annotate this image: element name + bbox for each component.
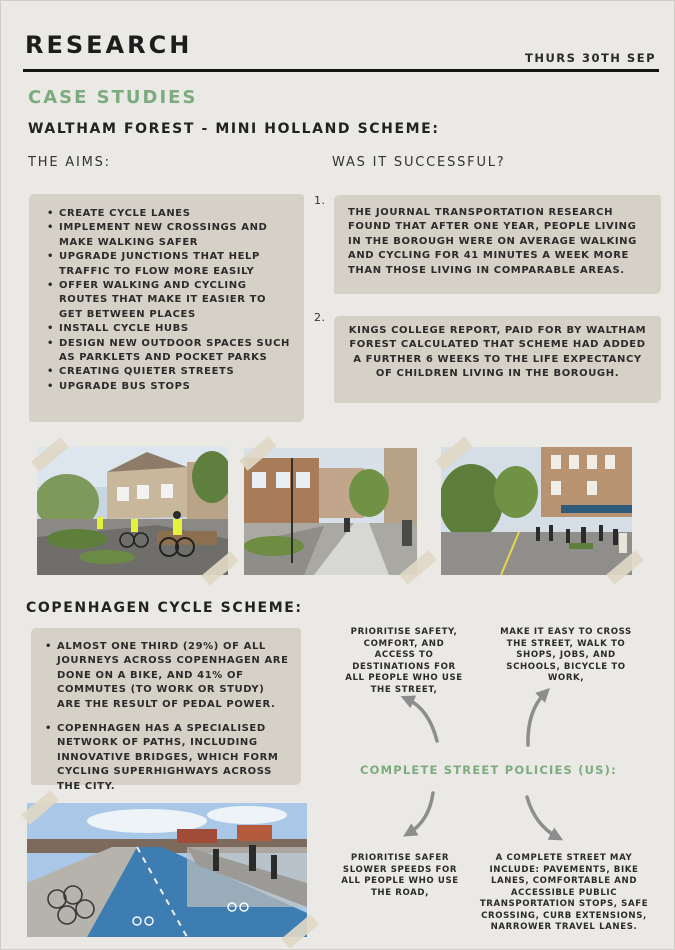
policy-arrows <box>331 681 661 851</box>
list-item: • COPENHAGEN HAS A SPECIALISED NETWORK OF PATHS, INCLUDING INNOVATIVE BRIDGES, WHICH FORM CYCLING SUPERHIGHWAYS ACROSS THE CITY. <box>43 722 291 794</box>
copenhagen-list <box>43 640 291 794</box>
page-title: RESEARCH <box>25 31 193 59</box>
success-panel-2 <box>334 316 661 403</box>
photo-cyclists <box>37 447 228 575</box>
policy-center-heading: COMPLETE STREET POLICIES (US): <box>360 763 617 777</box>
photo-street-lane <box>244 448 417 575</box>
copenhagen-panel <box>31 628 301 792</box>
list-item: • CREATING QUIETER STREETS <box>45 365 292 379</box>
policy-top-right: MAKE IT EASY TO CROSS THE STREET, WALK TO SHOPS, JOBS, AND SCHOOLS, BICYCLE TO WORK, <box>500 627 632 683</box>
success-panel-1 <box>334 195 661 294</box>
header-divider <box>23 69 659 72</box>
list-item: • ALMOST ONE THIRD (29%) OF ALL JOURNEYS ACROSS COPENHAGEN ARE DONE ON A BIKE, AND 41% OF COMMUTES (TO WORK OR STUDY) ARE THE RESULT OF PEDAL POWER. <box>43 640 291 712</box>
section-heading: CASE STUDIES <box>28 87 198 108</box>
list-item: • UPGRADE BUS STOPS <box>45 380 292 394</box>
arrow-icon <box>407 699 437 741</box>
list-item: • UPGRADE JUNCTIONS THAT HELP TRAFFIC TO FLOW MORE EASILY <box>45 250 292 279</box>
list-item: • CREATE CYCLE LANES <box>45 207 292 221</box>
arrow-icon <box>409 793 433 833</box>
success-number-1: 1. <box>314 194 326 207</box>
success-text-1: THE JOURNAL TRANSPORTATION RESEARCH FOUND THAT AFTER ONE YEAR, PEOPLE LIVING IN THE BOROUGH WERE ON AVERAGE WALKING AND CYCLING FOR 41 MINUTES A WEEK MORE THAN THOSE LIVING IN COMPARABLE AREAS. <box>348 207 637 276</box>
success-heading: WAS IT SUCCESSFUL? <box>332 155 506 170</box>
list-item: • DESIGN NEW OUTDOOR SPACES SUCH AS PARKLETS AND POCKET PARKS <box>45 337 292 366</box>
arrow-icon <box>528 693 545 745</box>
policy-bottom-left: PRIORITISE SAFER SLOWER SPEEDS FOR ALL PEOPLE WHO USE THE ROAD, <box>341 853 459 898</box>
photo-pedestrian-street <box>441 447 632 575</box>
aims-heading: THE AIMS: <box>28 155 111 170</box>
list-item: • INSTALL CYCLE HUBS <box>45 322 292 336</box>
success-text-2: KINGS COLLEGE REPORT, PAID FOR BY WALTHAM FOREST CALCULATED THAT SCHEME HAD ADDED A FURTHER 6 WEEKS TO THE LIFE EXPECTANCY OF CHILDREN LIVING IN THE BOROUGH. <box>348 325 647 380</box>
page-date: THURS 30TH SEP <box>525 51 656 65</box>
photo-copenhagen-bridge <box>27 803 307 937</box>
policy-top-left: PRIORITISE SAFETY, COMFORT, AND ACCESS TO DESTINATIONS FOR ALL PEOPLE WHO USE THE STREET, <box>345 627 463 695</box>
copenhagen-title: COPENHAGEN CYCLE SCHEME: <box>26 600 303 616</box>
aims-panel <box>29 194 304 422</box>
waltham-title: WALTHAM FOREST - MINI HOLLAND SCHEME: <box>28 121 440 137</box>
aims-list <box>45 207 292 394</box>
policy-bottom-right: A COMPLETE STREET MAY INCLUDE: PAVEMENTS, BIKE LANES, COMFORTABLE AND ACCESSIBLE PUBLIC TRANSPORTATION STOPS, SAFE CROSSING, CURB EXTENSIONS, NARROWER TRAVEL LANES. <box>479 853 649 932</box>
arrow-icon <box>527 797 557 837</box>
success-number-2: 2. <box>314 311 326 324</box>
list-item: • OFFER WALKING AND CYCLING ROUTES THAT MAKE IT EASIER TO GET BETWEEN PLACES <box>45 279 292 322</box>
list-item: • IMPLEMENT NEW CROSSINGS AND MAKE WALKING SAFER <box>45 221 292 250</box>
